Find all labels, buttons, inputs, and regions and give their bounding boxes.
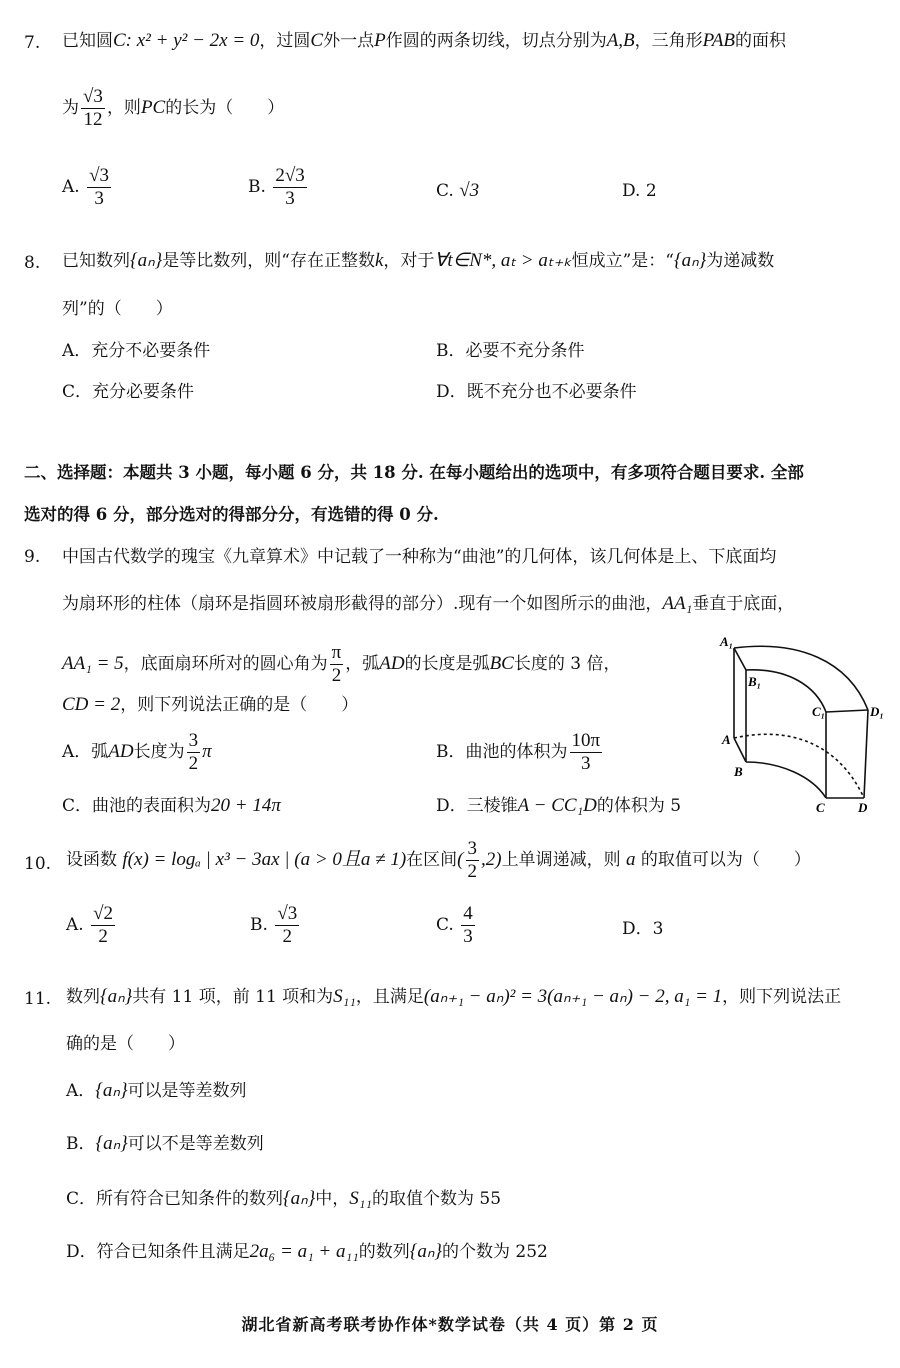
q8-option-d: D．既不充分也不必要条件 [436,382,637,402]
q10-line1: 设函数 f(x) = logₐ | x³ − 3ax | (a > 0且a ≠ 1)在区间( $\frac{3}{2}$ ,2)上单调递减，则 a 的取值可以为（ ） [66,838,811,882]
q8-line2: 列”的（ ） [62,299,173,319]
q9-line2: 为扇环形的柱体（扇环是指圆环被扇形截得的部分）.现有一个如图所示的曲池，AA₁垂直于底面， [62,593,795,614]
label-a1: A₁ [720,634,734,649]
q9-line3: AA₁ = 5，底面扇环所对的圆心角为 $\frac{\pi}{2}$ ，弧AD的长度是弧BC长度的 3 倍， [62,642,621,686]
q8-number: 8. [24,253,41,273]
q11-line2: 确的是（ ） [66,1034,185,1054]
q8-line1: 已知数列{aₙ}是等比数列，则“存在正整数k，对于∀t∈N*, aₜ > aₜ₊ₖ恒成立”是：“{aₙ}为递减数 [62,250,775,271]
q9-figure-lines [734,646,868,798]
label-b1: B₁ [748,674,762,689]
section-2-heading: 二、选择题：本题共 3 小题，每小题 6 分，共 18 分. 在每小题给出的选项中，有多项符合题目要求. 全部 [24,463,804,482]
q8-option-b: B．必要不充分条件 [436,341,585,361]
q10-option-d: D．3 [622,919,664,939]
q9-option-b: B．曲池的体积为 $\frac{10\pi}{3}$ [436,730,601,774]
q7-fraction: $\frac{√3}{12}$ [83,86,103,130]
label-b: B [734,764,743,779]
q7-option-b: B. $\frac{2√3}{3}$ [248,165,305,209]
q10-option-a: A. $\frac{√2}{2}$ [66,903,114,947]
q7-line2: 为 $\frac{√3}{12}$ ，则PC的长为（ ） [62,86,285,130]
q7-option-a: A. $\frac{√3}{3}$ [62,165,110,209]
q7-line1: 已知圆C: x² + y² − 2x = 0，过圆C外一点P作圆的两条切线，切点分别为A,B，三角形PAB的面积 [62,30,787,51]
label-c: C [816,800,825,815]
q10-option-b: B. $\frac{√3}{2}$ [250,903,298,947]
q11-option-d: D．符合已知条件且满足2a₆ = a₁ + a₁₁的数列{aₙ}的个数为 252 [66,1241,548,1262]
q7-number: 7. [24,33,41,53]
q11-line1: 数列{aₙ}共有 11 项，前 11 项和为S₁₁，且满足(aₙ₊₁ − aₙ)² = 3(aₙ₊₁ − aₙ) − 2, a₁ = 1，则下列说法正 [66,986,842,1007]
q9-line4: CD = 2，则下列说法正确的是（ ） [62,694,359,715]
q9-option-a: A．弧AD长度为 $\frac{3}{2}$ π [62,730,212,774]
q10-number: 10. [24,854,52,874]
label-d: D [858,800,868,815]
q11-option-b: B．{aₙ}可以不是等差数列 [66,1133,264,1154]
label-c1: C₁ [812,704,826,719]
q10-option-c: C. $\frac{4}{3}$ [436,903,473,947]
page-footer: 湖北省新高考联考协作体*数学试卷（共 4 页）第 2 页 [241,1315,659,1334]
q7-option-c: C. √3 [436,180,480,201]
q11-number: 11. [24,989,52,1009]
label-a: A [722,732,731,747]
q7-option-d: D. 2 [622,181,657,201]
q8-option-a: A．充分不必要条件 [62,341,211,361]
q9-option-c: C．曲池的表面积为20 + 14π [62,795,281,816]
label-d1: D₁ [870,704,884,719]
q11-option-c: C．所有符合已知条件的数列{aₙ}中，S₁₁的取值个数为 55 [66,1188,502,1209]
q9-curved-pool-figure [718,630,888,815]
q11-option-a: A．{aₙ}可以是等差数列 [66,1080,247,1101]
q9-number: 9. [24,547,41,567]
q8-option-c: C．充分必要条件 [62,382,195,402]
section-2-instructions: 选对的得 6 分，部分选对的得部分分，有选错的得 0 分. [24,505,439,524]
q9-line1: 中国古代数学的瑰宝《九章算术》中记载了一种称为“曲池”的几何体，该几何体是上、下底面均 [62,547,777,567]
q9-option-d: D．三棱锥A − CC₁D的体积为 5 [436,795,682,816]
